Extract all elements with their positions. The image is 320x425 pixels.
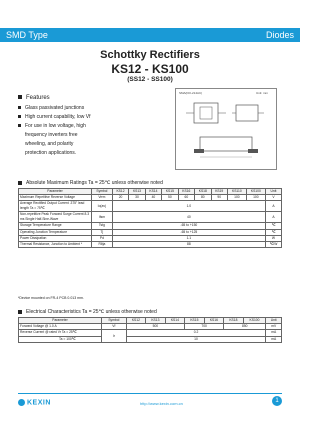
table-cell: 90 [211,195,227,201]
table-cell: -65 to +150 [112,223,265,229]
bullet-square-icon [18,310,22,314]
table-cell: 40 [145,195,161,201]
brand-name: KEXIN [27,399,51,407]
table-cell: -65 to +125 [112,229,265,235]
table-cell: ℃ [265,223,281,229]
page-number: 1 [272,396,282,406]
list-item [18,141,91,147]
features-list [18,105,91,156]
list-item [18,105,91,111]
features-heading-text: Features [26,95,50,101]
table-cell: Thermal Resistance, Junction to Ambient * [19,241,92,247]
table-cell: Rθja [92,241,113,247]
table-cell: 40 [112,212,265,223]
table-cell: V [265,195,281,201]
column-header: Symbol [92,189,113,195]
bullet-square-icon [18,95,22,99]
column-header: Unit [265,189,281,195]
table-cell: Average Rectified Output Current .375" lead length Ta = 75℃ [19,201,92,212]
table-row [19,336,282,342]
part-alt: (SS12 - SS100) [127,76,173,83]
package-label: SMA(DO-214AC) [179,91,203,95]
header-section: Diodes [265,30,294,40]
column-header: KS15 [162,189,178,195]
column-header: KS100 [246,189,265,195]
abs-max-heading-text: Absolute Maximum Ratings Ta = 25℃ unless otherwise noted [26,180,163,186]
table-cell: A [265,212,281,223]
feature-text: Glass passivated junctions [25,105,85,111]
column-header: Unit [266,318,282,324]
package-drawing [175,88,277,170]
feature-text: frequency inverters free [25,132,78,138]
column-header: KS100 [243,318,266,324]
list-item [18,150,91,156]
header-bar [0,28,300,42]
table-cell: Reverse Current @ rated Vr Ta = 25℃ [19,330,102,336]
column-header: KS18 [224,318,244,324]
table-cell: 850 [224,324,266,330]
feature-text: protection applications. [25,150,77,156]
bullet-icon [18,115,21,118]
column-header: KS13 [129,189,145,195]
features-heading [18,95,91,101]
table-cell: 100 [227,195,246,201]
table-cell: 30 [129,195,145,201]
list-item [18,132,91,138]
table-cell: mV [266,324,282,330]
table-cell: 1.0 [112,201,265,212]
table-cell: Pd [92,235,113,241]
footer-divider [18,393,282,394]
part-range: KS12 - KS100 [111,62,189,76]
table-cell: 1.1 [112,235,265,241]
table-cell: Ir [102,330,127,342]
table-cell: 60 [178,195,194,201]
table-cell: 50 [162,195,178,201]
table-cell: Storage Temperature Range [19,223,92,229]
table-cell: 0.2 [126,330,266,336]
column-header: Parameter [19,189,92,195]
table-cell: Operating Junction Temperature [19,229,92,235]
column-header: KS14 [145,189,161,195]
table-row [19,212,282,223]
list-item [18,123,91,129]
footnote: *Device mounted on FR-4 PCB 0.013 mm. [18,296,84,300]
column-header: KS16 [178,189,194,195]
table-cell: Non-repetitive Peak Forward Surge Current 8.3 ms Single Half-Sine-Wave [19,212,92,223]
column-header: KS14 [165,318,185,324]
brand-mark-icon [18,399,25,406]
table-row [19,241,282,247]
package-outline-icon [176,89,276,169]
bullet-icon [18,124,21,127]
bullet-icon [18,106,21,109]
electrical-heading [18,309,157,315]
table-cell: Vrrm [92,195,113,201]
feature-text: For use in low voltage, high [25,123,86,129]
table-cell: Maximum Repetitive Reverse Voltage [19,195,92,201]
column-header: KS13 [146,318,166,324]
table-cell: ℃/W [265,241,281,247]
column-header: KS110 [227,189,246,195]
feature-text: High current capability, low Vf [25,114,91,120]
table-cell: 80 [195,195,211,201]
footer-url[interactable]: http://www.kexin.com.cn [140,401,183,406]
column-header: KS19 [211,189,227,195]
table-row [19,201,282,212]
table-cell: A [265,201,281,212]
page-title: Schottky Rectifiers [100,49,200,61]
column-header: Symbol [102,318,127,324]
table-cell: Io(av) [92,201,113,212]
column-header: KS18 [195,189,211,195]
column-header: Parameter [19,318,102,324]
column-header: KS12 [112,189,128,195]
column-header: KS15 [185,318,205,324]
features-section [18,95,91,159]
table-cell: ℃ [265,229,281,235]
table-cell: 88 [112,241,265,247]
table-cell: 20 [112,195,128,201]
table-cell: Ta = 100℃ [19,336,102,342]
table-cell: 100 [246,195,265,201]
abs-max-table [18,188,282,248]
brand-logo [18,399,51,406]
table-cell: Ifsm [92,212,113,223]
abs-max-heading [18,180,163,186]
header-category: SMD Type [6,30,48,40]
list-item [18,114,91,120]
feature-text: wheeling, and polarity [25,141,74,147]
table-cell: Vf [102,324,127,330]
table-cell: W [265,235,281,241]
column-header: KS12 [126,318,146,324]
table-cell: Tstg [92,223,113,229]
electrical-heading-text: Electrical Characteristics Ta = 25℃ unless otherwise noted [26,309,157,315]
table-cell: 700 [185,324,224,330]
table-cell: Tj [92,229,113,235]
table-cell: Power Dissipation [19,235,92,241]
table-cell: 10 [126,336,266,342]
table-cell: 500 [126,324,185,330]
table-cell: mA [266,336,282,342]
bullet-square-icon [18,181,22,185]
table-cell: Forward Voltage @ 1.0 A [19,324,102,330]
column-header: KS16 [204,318,224,324]
package-unit: Unit: mm [256,91,268,95]
electrical-table [18,317,282,343]
table-cell: mA [266,330,282,336]
